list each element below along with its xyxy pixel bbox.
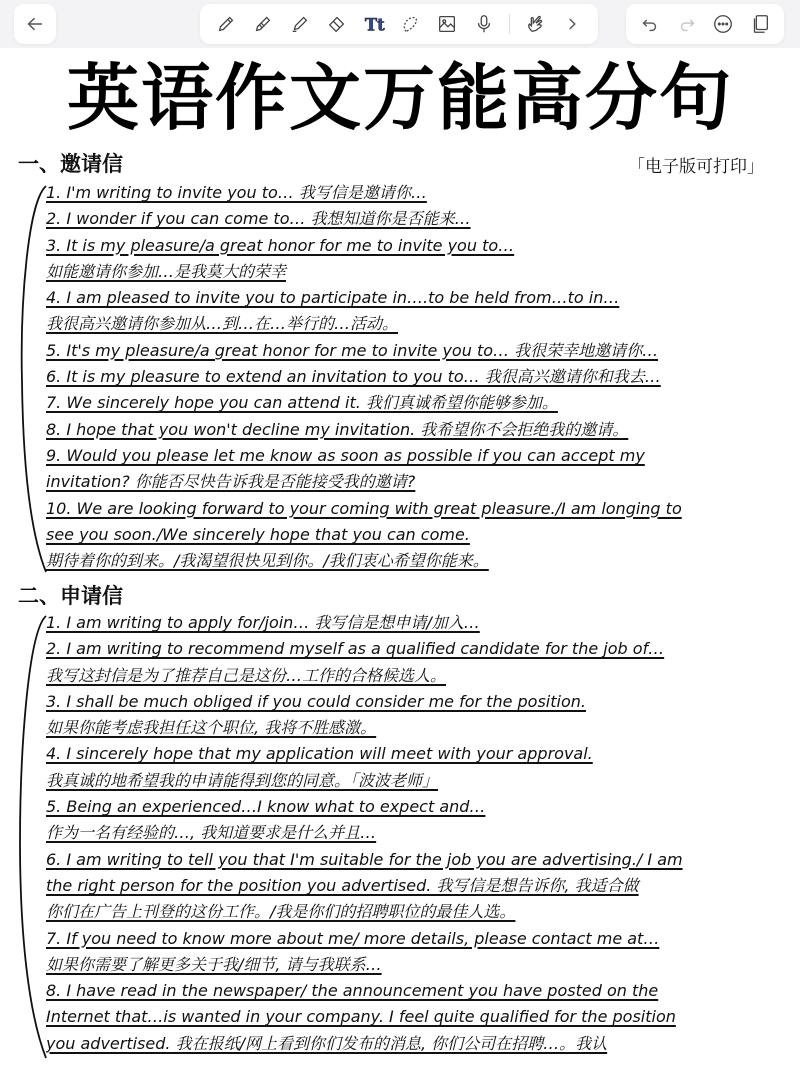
bracket-decoration bbox=[8, 612, 50, 1062]
back-button[interactable] bbox=[14, 4, 56, 44]
drawing-tools bbox=[200, 4, 598, 44]
list-item: 2. I wonder if you can come to… 我想知道你是否能来… bbox=[46, 209, 471, 229]
highlighter-icon[interactable] bbox=[288, 12, 312, 36]
pages-icon[interactable] bbox=[748, 12, 772, 36]
list-item: 6. I am writing to tell you that I'm suitable for the job you are advertising./ I am bbox=[46, 849, 683, 869]
microphone-icon[interactable] bbox=[472, 12, 496, 36]
list-item: 你们在广告上刊登的这份工作。/我是你们的招聘职位的最佳人选。 bbox=[46, 902, 516, 922]
bracket-decoration bbox=[8, 182, 50, 577]
invitation-lines bbox=[46, 180, 786, 574]
list-item: you advertised. 我在报纸/网上看到你们发布的消息, 你们公司在招聘…。我认 bbox=[46, 1033, 608, 1053]
text-tool-icon[interactable] bbox=[362, 12, 386, 36]
list-item: see you soon./We sincerely hope that you can come. bbox=[46, 524, 470, 544]
list-item: 7. We sincerely hope you can attend it. 我们真诚希望你能够参加。 bbox=[46, 393, 558, 413]
redo-icon[interactable] bbox=[675, 12, 699, 36]
lasso-icon[interactable] bbox=[398, 12, 422, 36]
list-item: 8. I have read in the newspaper/ the announcement you have posted on the bbox=[46, 981, 659, 1001]
list-item: invitation? 你能否尽快告诉我是否能接受我的邀请? bbox=[46, 472, 416, 492]
application-lines bbox=[46, 610, 786, 1057]
list-item: 7. If you need to know more about me/ more details, please contact me at… bbox=[46, 928, 660, 948]
list-item: 9. Would you please let me know as soon as possible if you can accept my bbox=[46, 445, 645, 465]
page-title: 英语作文万能高分句 bbox=[66, 56, 733, 140]
section-heading-invitation: 一、邀请信 bbox=[18, 152, 123, 176]
pen-icon[interactable] bbox=[214, 12, 238, 36]
eraser-icon[interactable] bbox=[325, 12, 349, 36]
chevron-right-icon[interactable] bbox=[560, 12, 584, 36]
list-item: 4. I sincerely hope that my application will meet with your approval. bbox=[46, 744, 593, 764]
arrow-left-icon[interactable] bbox=[23, 12, 47, 36]
list-item: 10. We are looking forward to your coming with great pleasure./I am longing to bbox=[46, 498, 682, 518]
list-item: 如果你能考虑我担任这个职位, 我将不胜感激。 bbox=[46, 718, 377, 738]
list-item: 8. I hope that you won't decline my invitation. 我希望你不会拒绝我的邀请。 bbox=[46, 419, 629, 439]
list-item: 作为一名有经验的…, 我知道要求是什么并且… bbox=[46, 823, 377, 843]
list-item: 3. It is my pleasure/a great honor for me to invite you to… bbox=[46, 235, 515, 255]
history-actions bbox=[626, 4, 784, 44]
list-item: 1. I'm writing to invite you to… 我写信是邀请你… bbox=[46, 183, 427, 202]
list-item: 3. I shall be much obliged if you could consider me for the position. bbox=[46, 691, 586, 711]
list-item: 2. I am writing to recommend myself as a qualified candidate for the job of… bbox=[46, 639, 665, 659]
list-item: 我写这封信是为了推荐自己是这份…工作的合格候选人。 bbox=[46, 665, 447, 685]
hand-touch-icon[interactable] bbox=[523, 12, 547, 36]
section-heading-application: 二、申请信 bbox=[18, 584, 123, 608]
list-item: 我很高兴邀请你参加从…到…在…举行的…活动。 bbox=[46, 314, 399, 334]
list-item: the right person for the position you advertised. 我写信是想告诉你, 我适合做 bbox=[46, 875, 639, 895]
list-item: 4. I am pleased to invite you to participate in….to be held from…to in… bbox=[46, 288, 620, 308]
list-item: 1. I am writing to apply for/join… 我写信是想申请/加入… bbox=[46, 613, 480, 632]
list-item: 5. It's my pleasure/a great honor for me to invite you to… 我很荣幸地邀请你… bbox=[46, 340, 659, 360]
list-item: 5. Being an experienced…I know what to expect and… bbox=[46, 797, 486, 817]
pencil-icon[interactable] bbox=[251, 12, 275, 36]
undo-icon[interactable] bbox=[638, 12, 662, 36]
list-item: 如果你需要了解更多关于我/细节, 请与我联系… bbox=[46, 954, 382, 974]
more-icon[interactable] bbox=[711, 12, 735, 36]
list-item: Internet that…is wanted in your company. I feel quite qualified for the position bbox=[46, 1007, 676, 1027]
list-item: 如能邀请你参加…是我莫大的荣幸 bbox=[46, 261, 287, 281]
list-item: 我真诚的地希望我的申请能得到您的同意。「波波老师」 bbox=[46, 770, 439, 790]
top-toolbar bbox=[0, 0, 800, 48]
print-tag: 「电子版可打印」 bbox=[628, 157, 764, 177]
svg-text:Tt: Tt bbox=[364, 15, 385, 35]
list-item: 6. It is my pleasure to extend an invitation to you to… 我很高兴邀请你和我去… bbox=[46, 367, 661, 387]
toolbar-divider bbox=[509, 14, 510, 34]
list-item: 期待着你的到来。/我渴望很快见到你。/我们衷心希望你能来。 bbox=[46, 551, 489, 571]
image-icon[interactable] bbox=[435, 12, 459, 36]
